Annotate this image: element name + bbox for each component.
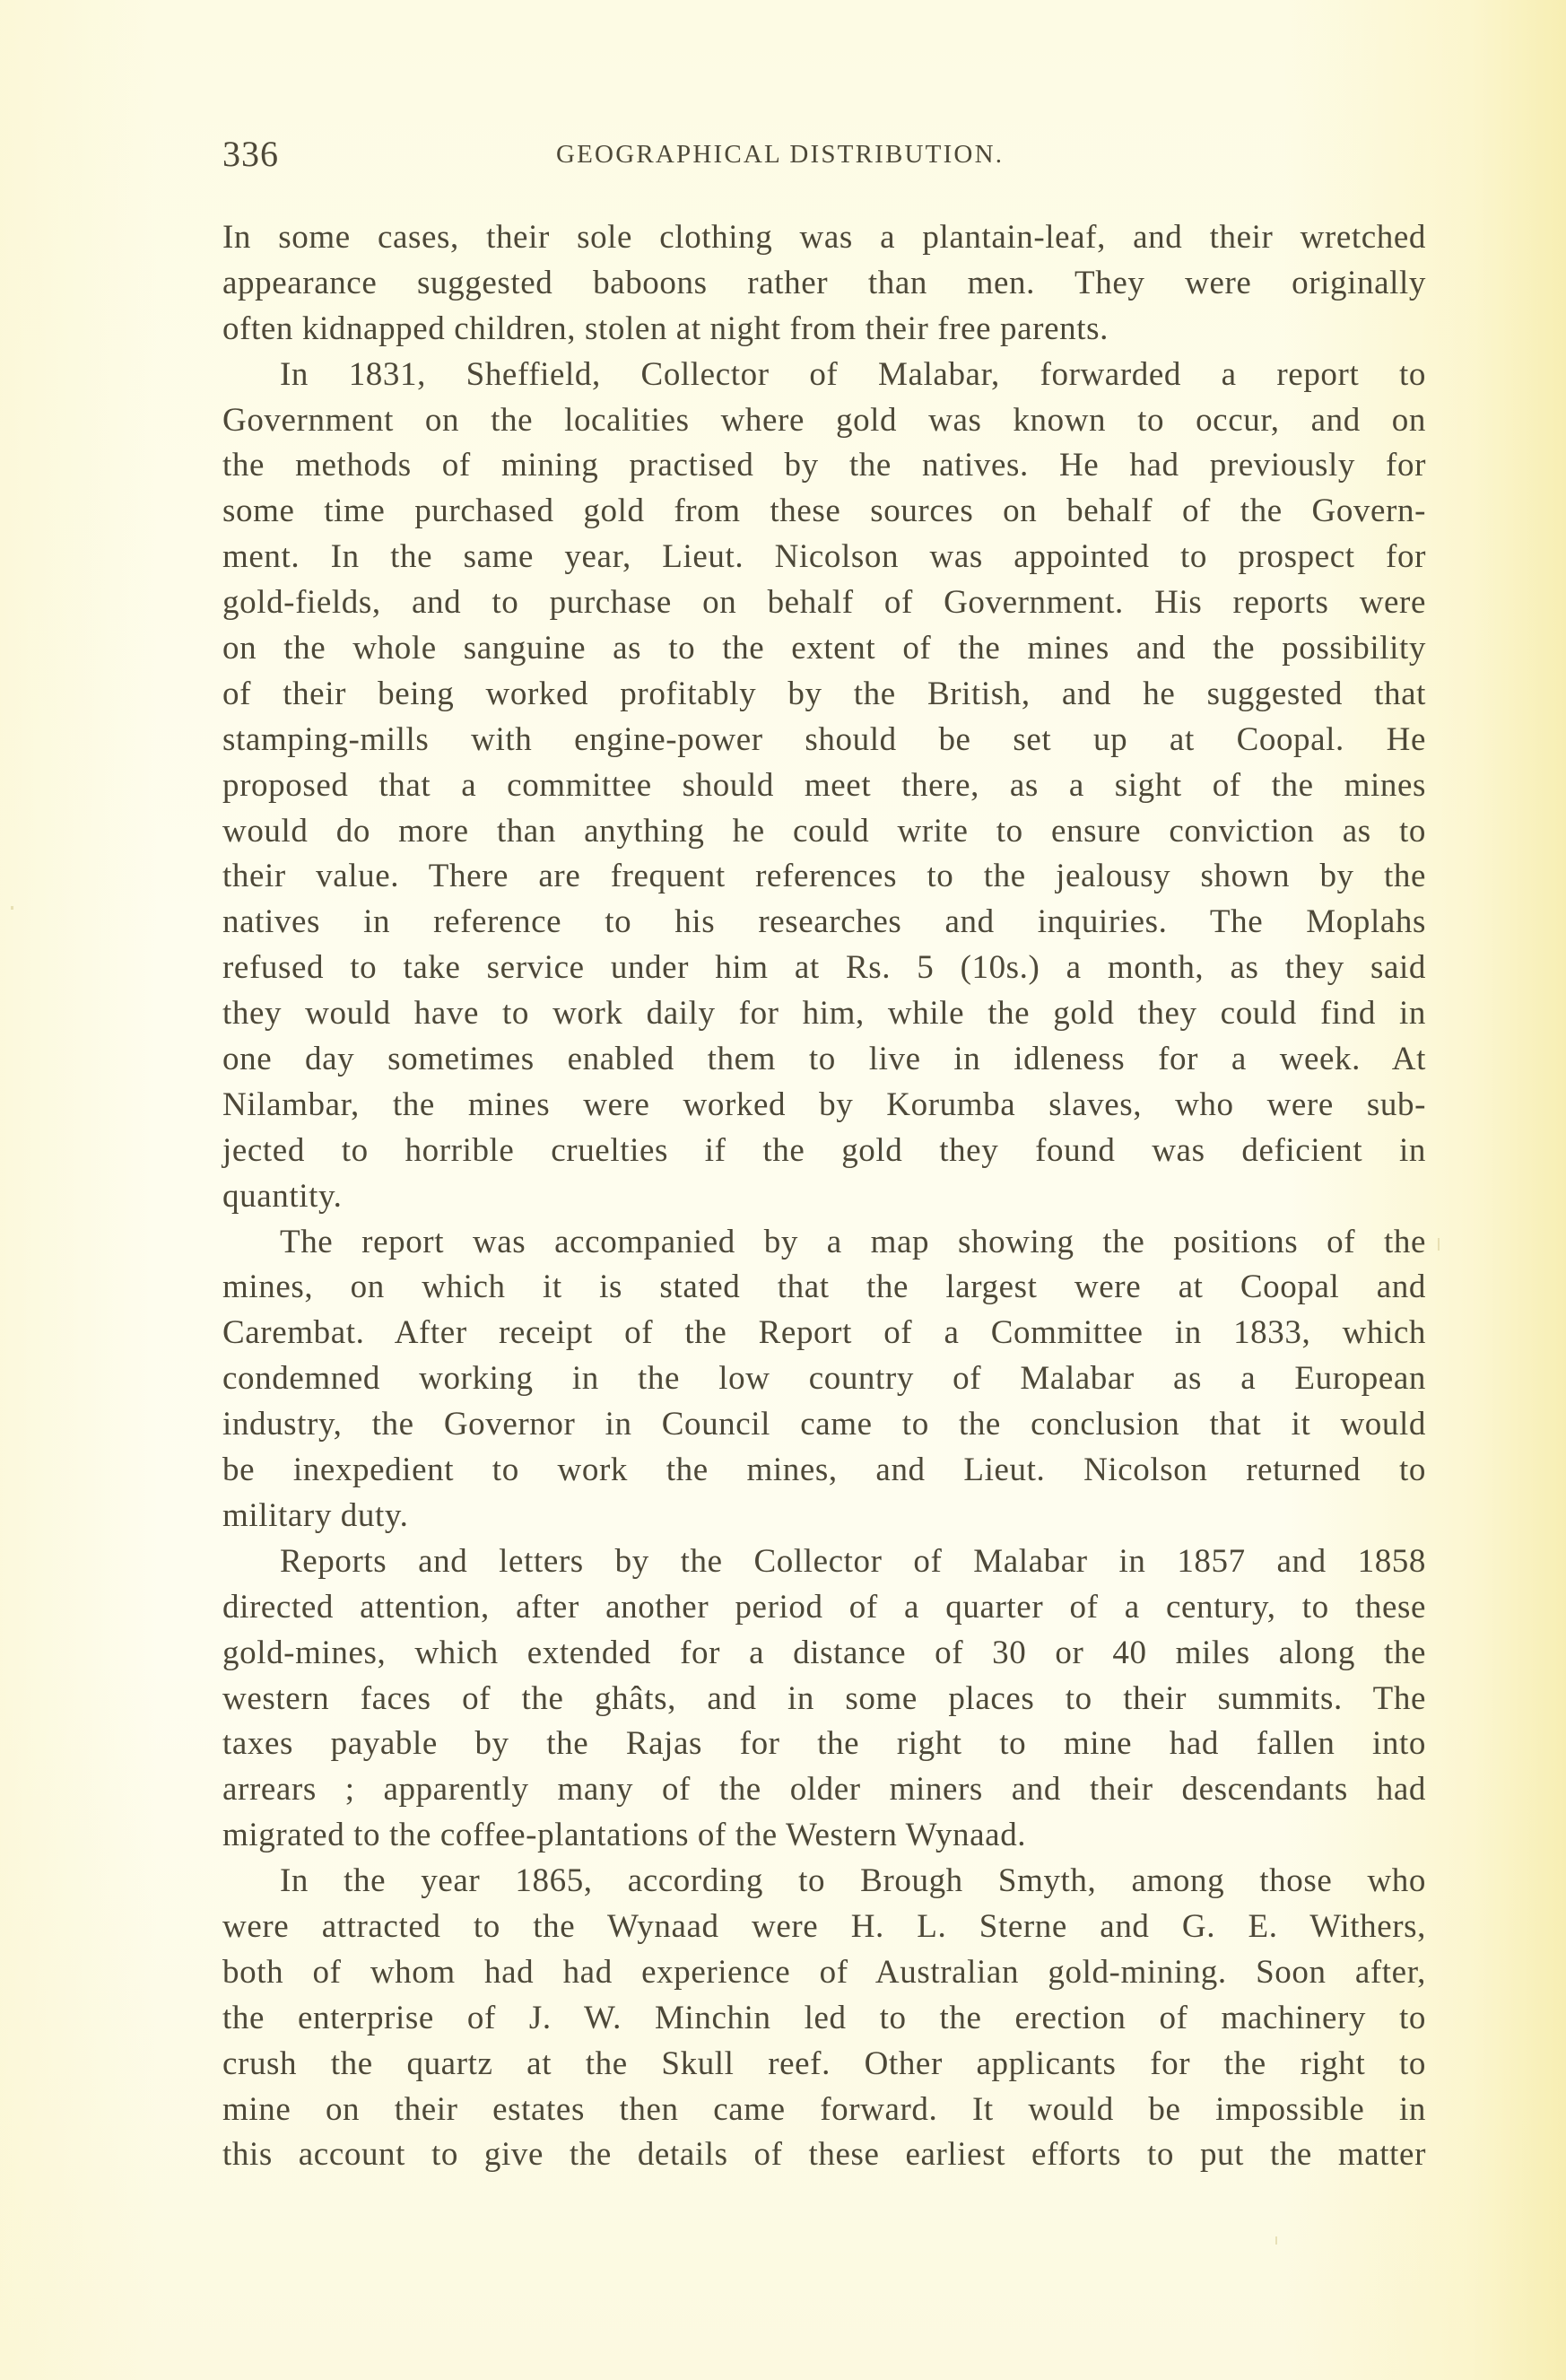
text-line: taxes payable by the Rajas for the right to mine had fallen into [222,1725,1426,1763]
text-line: In the year 1865, according to Brough Smyth, among those who [280,1862,1426,1900]
text-line: crush the quartz at the Skull reef. Other applicants for the right to [222,2044,1426,2082]
text-line: would do more than anything he could write to ensure conviction as to [222,812,1426,850]
text-line: stamping-mills with engine-power should be set up at Coopal. He [222,720,1426,758]
scan-speck [1438,1238,1440,1251]
body-text [222,215,1426,2178]
text-line: western faces of the ghâts, and in some places to their summits. The [222,1679,1426,1717]
paragraph [222,215,1426,353]
page-number: 336 [222,134,279,174]
text-line: be inexpedient to work the mines, and Lieut. Nicolson returned to [222,1452,1426,1489]
text-line: industry, the Governor in Council came to the conclusion that it would [222,1406,1426,1443]
text-line: In 1831, Sheffield, Collector of Malabar, forwarded a report to [280,355,1426,393]
paragraph [222,1220,1426,1539]
running-title: GEOGRAPHICAL DISTRIBUTION. [556,140,1005,169]
text-line: condemned working in the low country of Malabar as a European [222,1360,1426,1398]
text-line: Carembat. After receipt of the Report of a Committee in 1833, which [222,1314,1426,1352]
text-line: military duty. [222,1496,409,1534]
text-line: proposed that a committee should meet there, as a sight of the mines [222,766,1426,804]
text-line: this account to give the details of these earliest efforts to put the matter [222,2136,1426,2174]
text-line: were attracted to the Wynaad were H. L. Sterne and G. E. Withers, [222,1907,1426,1945]
text-line: some time purchased gold from these sources on behalf of the Govern- [222,493,1426,530]
paragraph [222,1539,1426,1859]
text-line: Government on the localities where gold was known to occur, and on [222,401,1426,439]
scan-speck [11,906,13,910]
text-line: appearance suggested baboons rather than men. They were originally [222,264,1426,301]
text-line: gold-mines, which extended for a distance of 30 or 40 miles along the [222,1634,1426,1671]
text-line: refused to take service under him at Rs. 5 (10s.) a month, as they said [222,949,1426,987]
text-line: Nilambar, the mines were worked by Korumba slaves, who were sub- [222,1085,1426,1123]
text-line: one day sometimes enabled them to live in idleness for a week. At [222,1041,1426,1078]
text-line: often kidnapped children, stolen at night from their free parents. [222,309,1109,347]
text-line: ment. In the same year, Lieut. Nicolson was appointed to prospect for [222,538,1426,576]
text-line: of their being worked profitably by the British, and he suggested that [222,675,1426,712]
paragraph [222,1859,1426,2178]
text-line: quantity. [222,1177,343,1215]
text-line: natives in reference to his researches and inquiries. The Moplahs [222,903,1426,941]
text-line: migrated to the coffee-plantations of the Western Wynaad. [222,1817,1027,1854]
text-line: they would have to work daily for him, while the gold they could find in [222,995,1426,1033]
paragraph [222,353,1426,1220]
running-head [222,133,1426,178]
text-line: Reports and letters by the Collector of Malabar in 1857 and 1858 [280,1542,1426,1580]
text-line: mine on their estates then came forward. It would be impossible in [222,2090,1426,2128]
text-line: jected to horrible cruelties if the gold they found was deficient in [222,1131,1426,1169]
text-line: the enterprise of J. W. Minchin led to the erection of machinery to [222,1999,1426,2036]
text-line: the methods of mining practised by the natives. He had previously for [222,447,1426,484]
text-line: both of whom had had experience of Australian gold-mining. Soon after, [222,1953,1426,1991]
text-line: their value. There are frequent references to the jealousy shown by the [222,858,1426,895]
text-line: In some cases, their sole clothing was a plantain-leaf, and their wretched [222,219,1426,256]
text-line: mines, on which it is stated that the largest were at Coopal and [222,1268,1426,1306]
text-line: directed attention, after another period of a quarter of a century, to these [222,1588,1426,1626]
text-line: on the whole sanguine as to the extent of the mines and the possibility [222,630,1426,667]
text-line: gold-fields, and to purchase on behalf of Government. His reports were [222,584,1426,622]
text-line: arrears ; apparently many of the older miners and their descendants had [222,1771,1426,1809]
scan-speck [1275,2236,1277,2245]
text-line: The report was accompanied by a map showing the positions of the [280,1223,1426,1260]
